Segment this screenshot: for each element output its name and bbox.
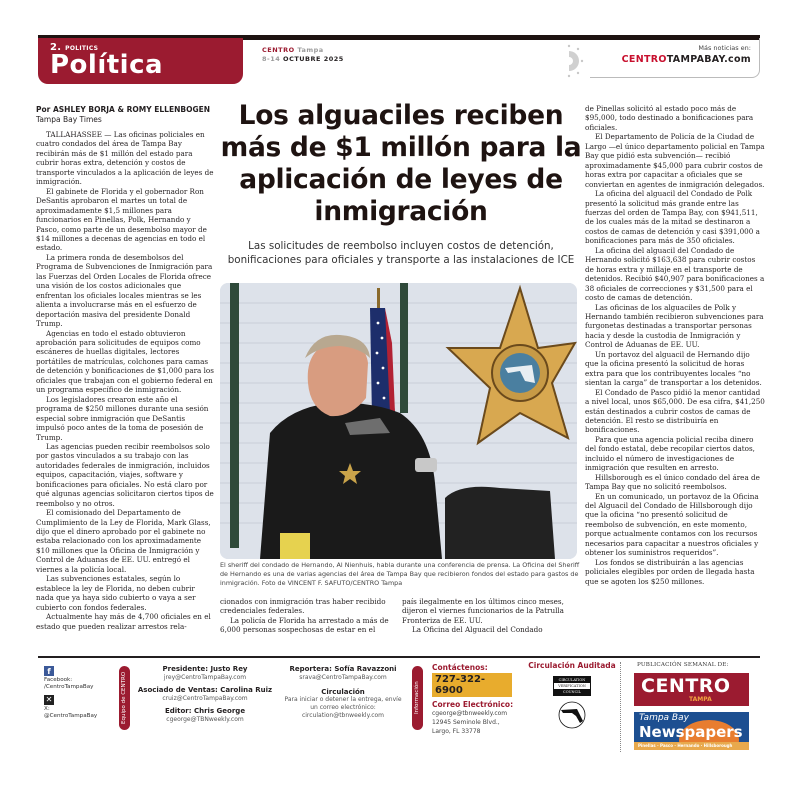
website-part-domain: TAMPABAY.com	[666, 54, 751, 65]
address-line-2: Largo, FL 33778	[432, 728, 481, 735]
contact-email[interactable]: cgeorge@tbnweekly.com	[432, 710, 508, 717]
tbn-logo-main: Newspapers	[639, 723, 743, 741]
facebook-handle[interactable]: /CentroTampaBay	[44, 684, 94, 690]
publication-label: PUBLICACIÓN SEMANAL DE:	[637, 662, 729, 668]
team-pill: Equipo de CENTRO	[119, 666, 130, 730]
paragraph: El comisionado del Departamento de Cumplimiento de la Ley de Florida, Mark Glass, dijo que el dinero aprobado por el gabinete no estaba relacionado con los aproximadamente $10 millones que la Oficina de Inmigración y Control de Aduanas de EE. UU. entregó el viernes a la policía local.	[36, 508, 211, 574]
headline: Los alguaciles reciben más de $1 millón para la aplicación de leyes de inmigración	[220, 100, 582, 227]
section-number-value: 2.	[50, 42, 62, 53]
article-column-1	[36, 130, 214, 631]
paragraph: Las agencias pueden recibir reembolsos solo por gastos vinculados a su trabajo con las autoridades federales de inmigración, incluidos equipos, capacitación, viajes, software y bonificaciones para oficiales. No está claro por qué algunas agencias solicitaron ciertos tipos de reembolso y no otros.	[36, 441, 214, 508]
cvc-line: CIRCULATION	[554, 677, 590, 683]
phone-number[interactable]: 727-322-6900	[432, 673, 512, 697]
article-column-3	[402, 597, 574, 635]
circulation-title: Circulación	[321, 688, 365, 696]
staff-email[interactable]: cgeorge@TBNweekly.com	[166, 716, 244, 723]
cvc-logo-icon	[553, 676, 591, 696]
footer-rule	[38, 656, 760, 658]
paragraph: La primera ronda de desembolsos del Programa de Subvenciones de Inmigración para las Fuerzas del Orden Locales de Florida ofrece una visión de los costos adicionales que enfrentan los oficiales locales mientras se les alienta a involucrarse más en el esfuerzo de deportación masiva del presidente Donald Trump.	[36, 252, 213, 329]
paragraph: país ilegalmente en los últimos cinco meses, dijeron el viernes funcionarios de la Patrulla Fronteriza de EE. UU.	[402, 597, 564, 625]
info-pill: Información	[412, 666, 423, 730]
paragraph: El Departamento de Policía de la Ciudad de Largo —el único departamento policial en Tampa Bay que pidió esta subvención— recibió aproximadamente $45,000 para cubrir costos de horas extra por capacitar a oficiales que se conviertan en agentes de inmigración delegados.	[585, 132, 765, 189]
centro-tampa-logo	[634, 673, 749, 706]
staff-email[interactable]: jrey@CentroTampaBay.com	[163, 674, 247, 681]
paragraph: Un portavoz del alguacil de Hernando dijo que la oficina presentó la solicitud de horas extra para que los contribuyentes locales “no sientan la carga” de transportar a los detenidos.	[585, 349, 762, 388]
paragraph: Hillsborough es el único condado del área de Tampa Bay que no solicitó reembolsos.	[585, 472, 760, 492]
paragraph: cionados con inmigración tras haber recibido credenciales federales.	[220, 597, 386, 616]
x-icon[interactable]: ✕	[45, 695, 53, 704]
paragraph: La oficina del alguacil del Condado de Polk presentó la solicitud más grande entre las fuerzas del orden de Tampa Bay, con $941,511, de los cuales más de la mitad se destinaron a costos de camas de detención y casi $391,000 a bonificaciones para más de 350 oficiales.	[585, 189, 760, 246]
cvc-line: VERIFICATION	[558, 684, 586, 688]
staff-role: Presidente: Justo Rey	[162, 665, 248, 673]
more-news-box[interactable]	[590, 38, 760, 78]
edition-city: Tampa	[297, 46, 324, 54]
contact-title: Contáctenos:	[432, 663, 488, 672]
staff-role: Editor: Chris George	[164, 707, 246, 715]
x-handle[interactable]: @CentroTampaBay	[44, 713, 98, 719]
contact-block	[432, 663, 522, 736]
paragraph: El gabinete de Florida y el gobernador Ron DeSantis aprobaron el martes un total de aproximadamente $1,5 millones para funcionarios en Pinellas, Polk, Hernando y Pasco, como parte de un desembolso mayor de $14 millones a decenas de agencias en todo el estado.	[36, 186, 207, 253]
paragraph: Para que una agencia policial reciba dinero del fondo estatal, debe recopilar ciertos datos, incluido el número de investigaciones de inmigración que resulten en arresto.	[585, 434, 755, 473]
paragraph: Actualmente hay más de 4,700 oficiales en el estado que pueden realizar arrestos rela-	[36, 612, 211, 631]
website-part-centro: CENTRO	[621, 54, 667, 65]
florida-press-association-icon	[555, 701, 589, 729]
email-title: Correo Electrónico:	[432, 700, 514, 709]
paragraph: La Oficina del Alguacil del Condado	[412, 625, 543, 635]
staff-email[interactable]: srava@CentroTampaBay.com	[299, 674, 387, 681]
article-photo	[220, 283, 577, 559]
byline-authors: Por ASHLEY BORJA & ROMY ELLENBOGEN	[36, 105, 210, 114]
paragraph: La policía de Florida ha arrestado a más de 6,000 personas sospechosas de estar en el	[220, 615, 389, 635]
article-column-4	[585, 104, 765, 586]
audit-title: Circulación Auditada	[528, 661, 616, 670]
tampa-bay-newspapers-logo	[634, 712, 749, 750]
subheadline: Las solicitudes de reembolso incluyen costos de detención, bonificaciones para oficiales y transporte a las instalaciones de ICE	[227, 240, 575, 266]
edition-brand: CENTRO	[262, 46, 295, 54]
paragraph: Las oficinas de los alguaciles de Polk y Hernando también recibieron subvenciones para furgonetas destinadas a transportar personas hacia y desde la custodia de Inmigración y Control de Aduanas de EE. UU.	[585, 302, 764, 350]
address-line-1: 12945 Seminole Blvd.,	[432, 719, 500, 726]
staff-role: Asociado de Ventas: Carolina Ruiz	[137, 686, 273, 694]
cvc-line: COUNCIL	[554, 689, 590, 695]
sheriff-photo-illustration	[220, 283, 577, 559]
paragraph: TALLAHASSEE — Las oficinas policiales en cuatro condados del área de Tampa Bay recibirán más de $1 millón del estado para cubrir horas extra, detención y costos de transporte vinculados a la aplicación de leyes de inmigración.	[36, 130, 214, 187]
staff-email[interactable]: cruiz@CentroTampaBay.com	[162, 695, 248, 702]
photo-caption: El sheriff del condado de Hernando, Al Nienhuis, habla durante una conferencia de prensa. La Oficina del Sheriff de Hernando es una de varias agencias del área de Tampa Bay que recibieron fondos del estado para gastos de inmigración. Foto de VINCENT F. SAFUTO/CENTRO Tampa	[220, 561, 580, 587]
circulation-text: Para iniciar o detener la entrega, envíe un correo electrónico: circulation@tbnweekly.com	[284, 696, 402, 719]
paragraph: Los legisladores crearon este año el programa de $250 millones durante una sesión especial sobre inmigración que DeSantis impulsó poco antes de la toma de posesión de Trump.	[36, 394, 209, 442]
centro-logo-sub: TAMPA	[689, 696, 712, 703]
paragraph: El Condado de Pasco pidió la menor cantidad a nivel local, unos $65,000. De esa cifra, $41,250 están destinados a cubrir costos de camas de detención. El resto se distribuiría en bonificaciones.	[585, 387, 765, 435]
audited-circulation	[527, 661, 617, 733]
footer-divider	[620, 662, 621, 752]
section-banner	[38, 38, 243, 84]
section-english-label: POLITICS	[65, 45, 99, 52]
byline	[36, 105, 216, 124]
facebook-icon[interactable]: f	[44, 666, 54, 676]
more-news-label: Más noticias en:	[698, 44, 751, 52]
sun-logo-icon	[565, 43, 585, 79]
paragraph: de Pinellas solicitó al estado poco más de $95,000, todo destinado a bonificaciones para oficiales.	[585, 104, 754, 132]
tbn-logo-top: Tampa Bay	[639, 713, 689, 723]
byline-outlet: Tampa Bay Times	[36, 114, 102, 124]
social-links	[44, 666, 114, 720]
x-label: X:	[44, 706, 50, 712]
edition-info	[262, 46, 344, 64]
paragraph: Los fondos se distribuirán a las agencias policiales elegibles por orden de llegada hasta que se agoten los $250 millones.	[585, 557, 755, 586]
tbn-logo-strip: Pinellas · Pasco · Hernando · Hillsborough	[634, 742, 749, 750]
paragraph: En un comunicado, un portavoz de la Oficina del Alguacil del Condado de Hillsborough dijo que la oficina “no presentó solicitud de reembolso de subvención, en este momento, porque actualmente contamos con los recursos necesarios para capacitar a nuestros oficiales y obtener los suministros requeridos”.	[585, 491, 759, 558]
edition-dates: 8-14	[262, 55, 281, 63]
article-column-2	[220, 597, 392, 635]
staff-role: Reportera: Sofía Ravazzoni	[289, 665, 397, 673]
reporter-circulation	[283, 662, 403, 720]
section-title: Política	[50, 50, 164, 80]
facebook-label: Facebook:	[44, 677, 73, 683]
website-link[interactable]	[590, 54, 751, 65]
edition-month: OCTUBRE 2025	[283, 55, 344, 63]
paragraph: Las subvenciones estatales, según lo establece la ley de Florida, no deben cubrir nada que ya haya sido cubierto o vaya a ser cubierto con fondos federales.	[36, 574, 196, 612]
staff-list	[135, 662, 275, 725]
paragraph: Agencias en todo el estado obtuvieron aprobación para solicitudes de equipos como escáneres de huellas digitales, lectores portátiles de matrículas, colchones para camas de detención y bonificaciones de $1,000 para los oficiales que trabajan con el gobierno federal en un programa específico de inmigración.	[36, 328, 214, 395]
centro-logo-text: CENTRO	[641, 675, 731, 697]
paragraph: La oficina del alguacil del Condado de Hernando solicitó $163,638 para cubrir costos de horas extra y millaje en el transporte de detenidos. Recibió $40,907 para bonificaciones a 38 oficiales de correcciones y $31,500 para el costo de camas de detención.	[585, 245, 765, 303]
